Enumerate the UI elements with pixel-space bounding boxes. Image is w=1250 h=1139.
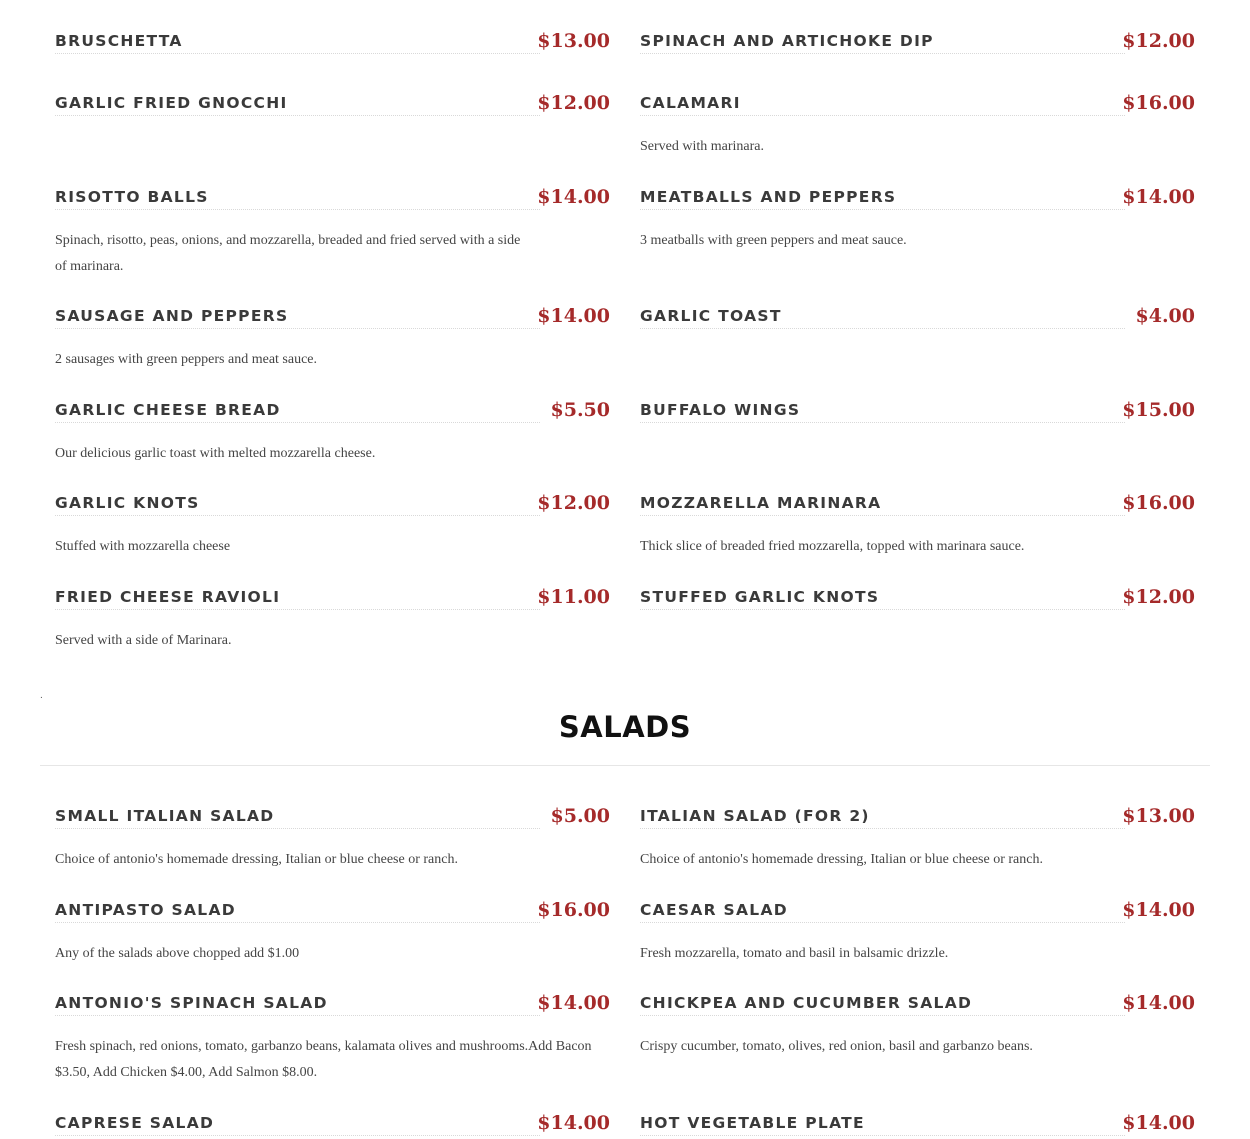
menu-item xyxy=(55,586,610,654)
dotted-leader xyxy=(55,328,540,329)
menu-item-price: $16.00 xyxy=(1122,492,1195,514)
menu-item-name: STUFFED GARLIC KNOTS xyxy=(640,588,880,606)
stray-mark: . xyxy=(40,690,43,701)
menu-item xyxy=(55,399,610,467)
menu-item-description: Fresh mozzarella, tomato and basil in balsamic drizzle. xyxy=(640,946,949,961)
dotted-leader xyxy=(640,1135,1125,1136)
menu-item-price: $5.50 xyxy=(550,399,610,421)
menu-item-header xyxy=(55,992,610,1022)
menu-item xyxy=(55,305,610,373)
menu-item-price: $12.00 xyxy=(1122,30,1195,52)
menu-item xyxy=(640,492,1195,560)
menu-item-header xyxy=(640,492,1195,522)
menu-item xyxy=(640,186,1195,254)
menu-item-price: $11.00 xyxy=(537,586,610,608)
menu-item-price: $14.00 xyxy=(1122,186,1195,208)
menu-item xyxy=(640,586,1195,616)
menu-item-name: ITALIAN SALAD (FOR 2) xyxy=(640,807,870,825)
menu-item-name: CAPRESE SALAD xyxy=(55,1114,215,1132)
menu-item-name: SPINACH AND ARTICHOKE DIP xyxy=(640,32,934,50)
menu-item-header xyxy=(55,186,610,216)
menu-item-name: SMALL ITALIAN SALAD xyxy=(55,807,275,825)
menu-item-header xyxy=(640,805,1195,835)
menu-item-header xyxy=(55,30,610,60)
menu-item-header xyxy=(55,805,610,835)
dotted-leader xyxy=(55,609,540,610)
menu-item-name: BRUSCHETTA xyxy=(55,32,183,50)
menu-item-name: ANTONIO'S SPINACH SALAD xyxy=(55,994,328,1012)
dotted-leader xyxy=(55,422,540,423)
dotted-leader xyxy=(55,1015,540,1016)
menu-item xyxy=(55,30,610,60)
menu-item-name: RISOTTO BALLS xyxy=(55,188,209,206)
menu-item-name: CHICKPEA AND CUCUMBER SALAD xyxy=(640,994,973,1012)
dotted-leader xyxy=(640,422,1125,423)
menu-item-price: $5.00 xyxy=(550,805,610,827)
menu-item-description: 3 meatballs with green peppers and meat sauce. xyxy=(640,233,907,248)
menu-item-name: GARLIC FRIED GNOCCHI xyxy=(55,94,288,112)
menu-item-header xyxy=(55,92,610,122)
menu-item-name: GARLIC TOAST xyxy=(640,307,782,325)
menu-item-description: Stuffed with mozzarella cheese xyxy=(55,539,231,554)
menu-item-name: FRIED CHEESE RAVIOLI xyxy=(55,588,281,606)
menu-item-price: $14.00 xyxy=(537,992,610,1014)
menu-item-description: Thick slice of breaded fried mozzarella, topped with marinara sauce. xyxy=(640,539,1025,554)
menu-item-price: $12.00 xyxy=(537,92,610,114)
menu-item-header xyxy=(55,305,610,335)
menu-item-price: $14.00 xyxy=(1122,899,1195,921)
menu-item-price: $15.00 xyxy=(1122,399,1195,421)
menu-item-price: $12.00 xyxy=(1122,586,1195,608)
menu-item-price: $16.00 xyxy=(1122,92,1195,114)
menu-item-name: HOT VEGETABLE PLATE xyxy=(640,1114,865,1132)
menu-item-name: GARLIC CHEESE BREAD xyxy=(55,401,281,419)
dotted-leader xyxy=(55,515,540,516)
menu-item xyxy=(640,992,1195,1060)
menu-item-header xyxy=(55,899,610,929)
menu-item-price: $13.00 xyxy=(1122,805,1195,827)
menu-item-header xyxy=(640,30,1195,60)
menu-item-header xyxy=(640,586,1195,616)
menu-item xyxy=(55,899,610,967)
menu-item-header xyxy=(640,186,1195,216)
menu-item xyxy=(55,492,610,560)
dotted-leader xyxy=(640,828,1125,829)
menu-item-price: $13.00 xyxy=(537,30,610,52)
menu-item-description: Our delicious garlic toast with melted mozzarella cheese. xyxy=(55,446,376,461)
menu-item xyxy=(640,1112,1195,1139)
menu-item-name: CALAMARI xyxy=(640,94,741,112)
menu-item-header xyxy=(640,305,1195,335)
menu-item-header xyxy=(55,586,610,616)
menu-item-description: Spinach, risotto, peas, onions, and mozzarella, breaded and fried served with a side of marinara. xyxy=(55,233,521,274)
menu-item-price: $14.00 xyxy=(537,305,610,327)
menu-item-price: $14.00 xyxy=(537,186,610,208)
menu-item-price: $14.00 xyxy=(1122,992,1195,1014)
menu-item-header xyxy=(55,1112,610,1139)
menu-item xyxy=(640,92,1195,160)
menu-item xyxy=(640,399,1195,429)
dotted-leader xyxy=(640,922,1125,923)
menu-item-description: 2 sausages with green peppers and meat sauce. xyxy=(55,352,318,367)
section-title-salads: SALADS xyxy=(558,710,692,744)
menu-item-header xyxy=(640,92,1195,122)
menu-item-description: Choice of antonio's homemade dressing, Italian or blue cheese or ranch. xyxy=(640,852,1043,867)
menu-item-header xyxy=(55,492,610,522)
dotted-leader xyxy=(55,922,540,923)
menu-item-description: Served with a side of Marinara. xyxy=(55,633,232,648)
dotted-leader xyxy=(640,328,1125,329)
menu-item-header xyxy=(640,1112,1195,1139)
menu-item xyxy=(640,30,1195,60)
menu-item-price: $12.00 xyxy=(537,492,610,514)
dotted-leader xyxy=(55,1135,540,1136)
menu-item-description: Served with marinara. xyxy=(640,139,765,154)
dotted-leader xyxy=(55,209,540,210)
menu-item xyxy=(55,805,610,873)
menu-item-header xyxy=(640,399,1195,429)
menu-item-name: ANTIPASTO SALAD xyxy=(55,901,236,919)
menu-item-description: Choice of antonio's homemade dressing, Italian or blue cheese or ranch. xyxy=(55,852,458,867)
menu-item-price: $14.00 xyxy=(537,1112,610,1134)
dotted-leader xyxy=(640,115,1125,116)
dotted-leader xyxy=(640,209,1125,210)
menu-item xyxy=(55,186,610,280)
menu-item-description: Crispy cucumber, tomato, olives, red onion, basil and garbanzo beans. xyxy=(640,1039,1033,1054)
menu-item-name: MEATBALLS AND PEPPERS xyxy=(640,188,897,206)
dotted-leader xyxy=(55,115,540,116)
section-divider xyxy=(40,765,1210,766)
menu-item-name: MOZZARELLA MARINARA xyxy=(640,494,882,512)
dotted-leader xyxy=(640,515,1125,516)
dotted-leader xyxy=(55,53,540,54)
menu-item-name: BUFFALO WINGS xyxy=(640,401,801,419)
menu-item xyxy=(640,805,1195,873)
menu-item xyxy=(55,992,610,1086)
menu-item-name: CAESAR SALAD xyxy=(640,901,788,919)
menu-item-header xyxy=(640,899,1195,929)
menu-item-price: $4.00 xyxy=(1135,305,1195,327)
menu-item-header xyxy=(640,992,1195,1022)
menu-item-price: $16.00 xyxy=(537,899,610,921)
menu-item-name: SAUSAGE AND PEPPERS xyxy=(55,307,289,325)
dotted-leader xyxy=(55,828,540,829)
menu-item-price: $14.00 xyxy=(1122,1112,1195,1134)
menu-item xyxy=(55,1112,610,1139)
menu-item-description: Fresh spinach, red onions, tomato, garbanzo beans, kalamata olives and mushrooms.Add Bacon $3.50, Add Chicken $4.00, Add Salmon $8.00. xyxy=(55,1039,592,1080)
dotted-leader xyxy=(640,1015,1125,1016)
menu-item xyxy=(640,305,1195,335)
menu-item-description: Any of the salads above chopped add $1.00 xyxy=(55,946,300,961)
dotted-leader xyxy=(640,609,1125,610)
menu-item xyxy=(640,899,1195,967)
dotted-leader xyxy=(640,53,1125,54)
menu-item-name: GARLIC KNOTS xyxy=(55,494,200,512)
menu-item xyxy=(55,92,610,122)
menu-item-header xyxy=(55,399,610,429)
